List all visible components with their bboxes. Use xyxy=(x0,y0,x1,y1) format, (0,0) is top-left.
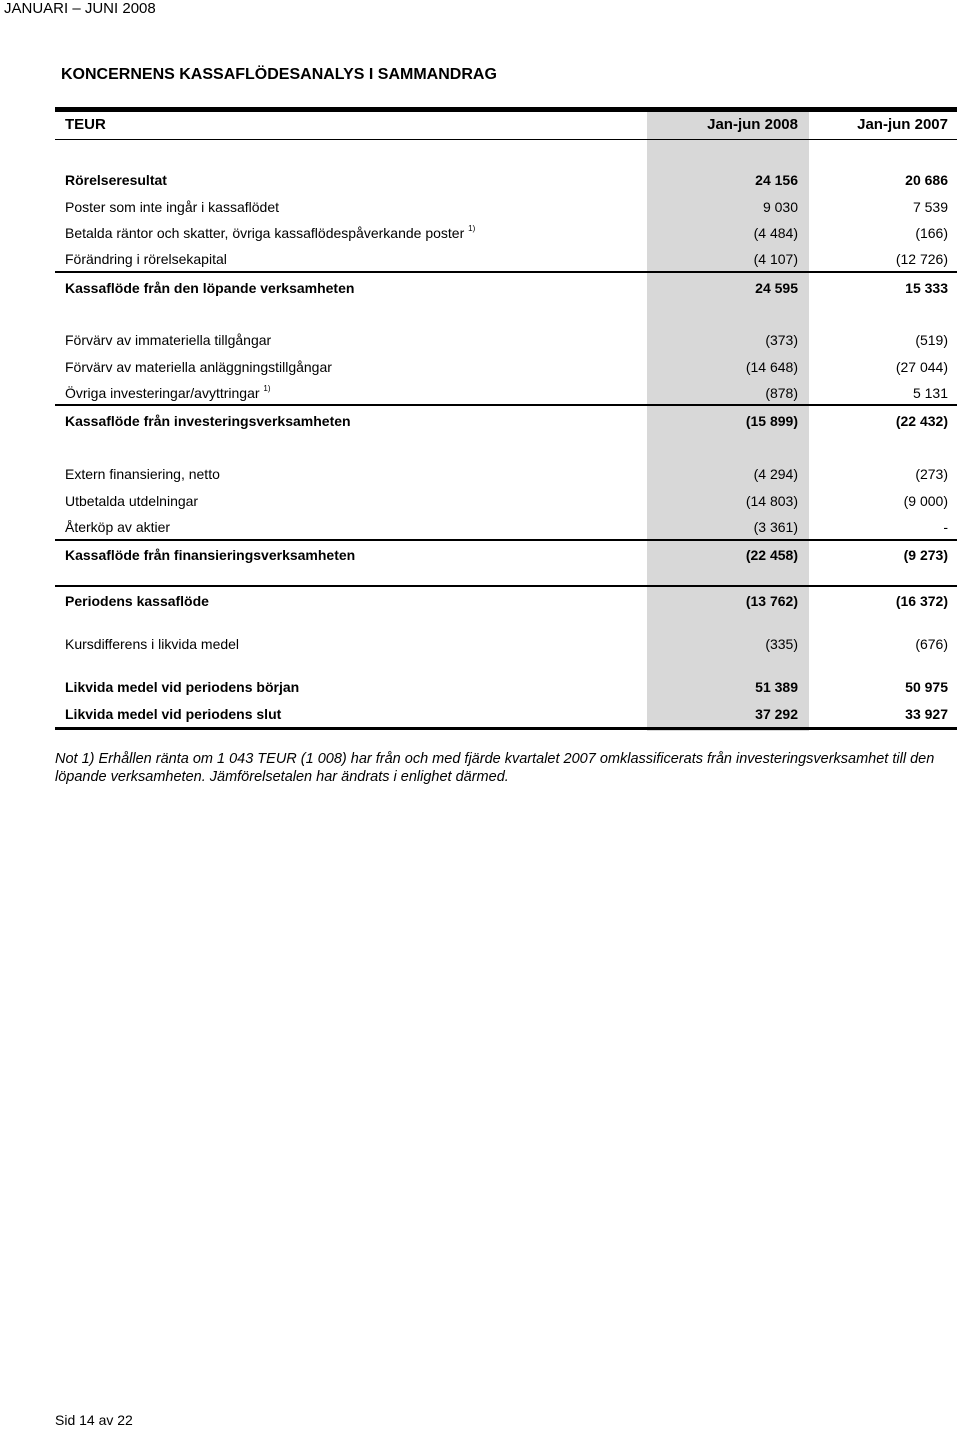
value-2008: (14 803) xyxy=(745,493,798,509)
subtotal-rule xyxy=(55,271,957,273)
table-row xyxy=(55,633,957,655)
footnote-marker: 1) xyxy=(468,224,476,233)
value-2007: (9 273) xyxy=(903,547,948,563)
table-bottom-rule xyxy=(55,727,957,730)
table-row xyxy=(55,516,957,538)
row-label: Förvärv av immateriella tillgångar xyxy=(65,332,272,348)
cash-flow-table xyxy=(55,107,957,731)
value-2007: (9 000) xyxy=(903,493,948,509)
table-row xyxy=(55,222,957,244)
value-2008: (22 458) xyxy=(745,547,798,563)
value-2008: (3 361) xyxy=(753,519,798,535)
value-2007: 5 131 xyxy=(912,385,948,401)
value-2008: (14 648) xyxy=(745,359,798,375)
table-row xyxy=(55,356,957,378)
period2-header: Jan-jun 2007 xyxy=(857,116,948,133)
row-label: Kassaflöde från finansieringsverksamheten xyxy=(65,547,356,563)
value-2007: (519) xyxy=(915,332,948,348)
row-label: Periodens kassaflöde xyxy=(65,593,209,609)
value-2007: (166) xyxy=(915,225,948,241)
table-row xyxy=(55,248,957,270)
value-2008: (4 107) xyxy=(753,251,798,267)
row-label: Utbetalda utdelningar xyxy=(65,493,199,509)
value-2007: (22 432) xyxy=(895,413,948,429)
page-title: KONCERNENS KASSAFLÖDESANALYS I SAMMANDRAG xyxy=(61,66,497,83)
table-row xyxy=(55,463,957,485)
value-2008: 51 389 xyxy=(755,679,798,695)
table-row xyxy=(55,196,957,218)
value-2007: (273) xyxy=(915,466,948,482)
subtotal-rule xyxy=(55,404,957,406)
table-row xyxy=(55,676,957,698)
table-header-row xyxy=(55,114,957,136)
total-row xyxy=(55,590,957,612)
row-label: Förändring i rörelsekapital xyxy=(65,251,227,267)
table-top-rule xyxy=(55,107,957,112)
header-rule xyxy=(55,139,957,140)
section-rule xyxy=(55,585,957,587)
value-2008: 24 156 xyxy=(755,172,798,188)
value-2007: 20 686 xyxy=(905,172,948,188)
row-label: Rörelseresultat xyxy=(65,172,167,188)
value-2008: (15 899) xyxy=(745,413,798,429)
value-2007: 50 975 xyxy=(905,679,948,695)
row-label: Förvärv av materiella anläggningstillgångar xyxy=(65,359,332,375)
value-2007: (676) xyxy=(915,636,948,652)
value-2007: 15 333 xyxy=(905,280,948,296)
page-number: Sid 14 av 22 xyxy=(55,1412,133,1428)
table-row xyxy=(55,329,957,351)
period1-header: Jan-jun 2008 xyxy=(707,116,798,133)
value-2008: (4 294) xyxy=(753,466,798,482)
value-2007: 33 927 xyxy=(905,706,948,722)
row-label: Likvida medel vid periodens början xyxy=(65,679,300,695)
row-label: Kassaflöde från den löpande verksamheten xyxy=(65,280,355,296)
row-label: Betalda räntor och skatter, övriga kassaflödespåverkande poster $^{1)}$ xyxy=(65,224,476,241)
table-row xyxy=(55,169,957,191)
value-2008: 37 292 xyxy=(755,706,798,722)
row-label: Återköp av aktier xyxy=(65,519,171,535)
value-2008: (335) xyxy=(765,636,798,652)
unit-header: TEUR xyxy=(65,116,106,133)
row-label: Extern finansiering, netto xyxy=(65,466,220,482)
value-2008: (4 484) xyxy=(753,225,798,241)
value-2007: (16 372) xyxy=(895,593,948,609)
footnote: Not 1) Erhållen ränta om 1 043 TEUR (1 008) har från och med fjärde kvartalet 2007 omklassificerats från investeringsverksamhet till den löpande verksamheten. Jämförelsetalen har ändrats i enlighet därmed. xyxy=(55,751,935,785)
row-label: Poster som inte ingår i kassaflödet xyxy=(65,199,279,215)
value-2007: - xyxy=(943,519,948,535)
value-2008: (13 762) xyxy=(745,593,798,609)
row-label: Likvida medel vid periodens slut xyxy=(65,706,282,722)
value-2008: (878) xyxy=(765,385,798,401)
value-2007: (12 726) xyxy=(895,251,948,267)
table-row xyxy=(55,703,957,725)
value-2008: (373) xyxy=(765,332,798,348)
table-row xyxy=(55,382,957,404)
value-2008: 9 030 xyxy=(762,199,798,215)
row-label: Kursdifferens i likvida medel xyxy=(65,636,240,652)
subtotal-row xyxy=(55,410,957,432)
document-header: JANUARI – JUNI 2008 xyxy=(4,0,156,17)
subtotal-row xyxy=(55,277,957,299)
subtotal-rule xyxy=(55,539,957,541)
value-2007: (27 044) xyxy=(895,359,948,375)
footnote-marker: 1) xyxy=(263,384,271,393)
row-label: Kassaflöde från investeringsverksamheten xyxy=(65,413,351,429)
subtotal-row xyxy=(55,544,957,566)
row-label: Övriga investeringar/avyttringar $^{1)}$ xyxy=(65,384,271,401)
value-2008: 24 595 xyxy=(755,280,798,296)
value-2007: 7 539 xyxy=(912,199,948,215)
table-row xyxy=(55,490,957,512)
